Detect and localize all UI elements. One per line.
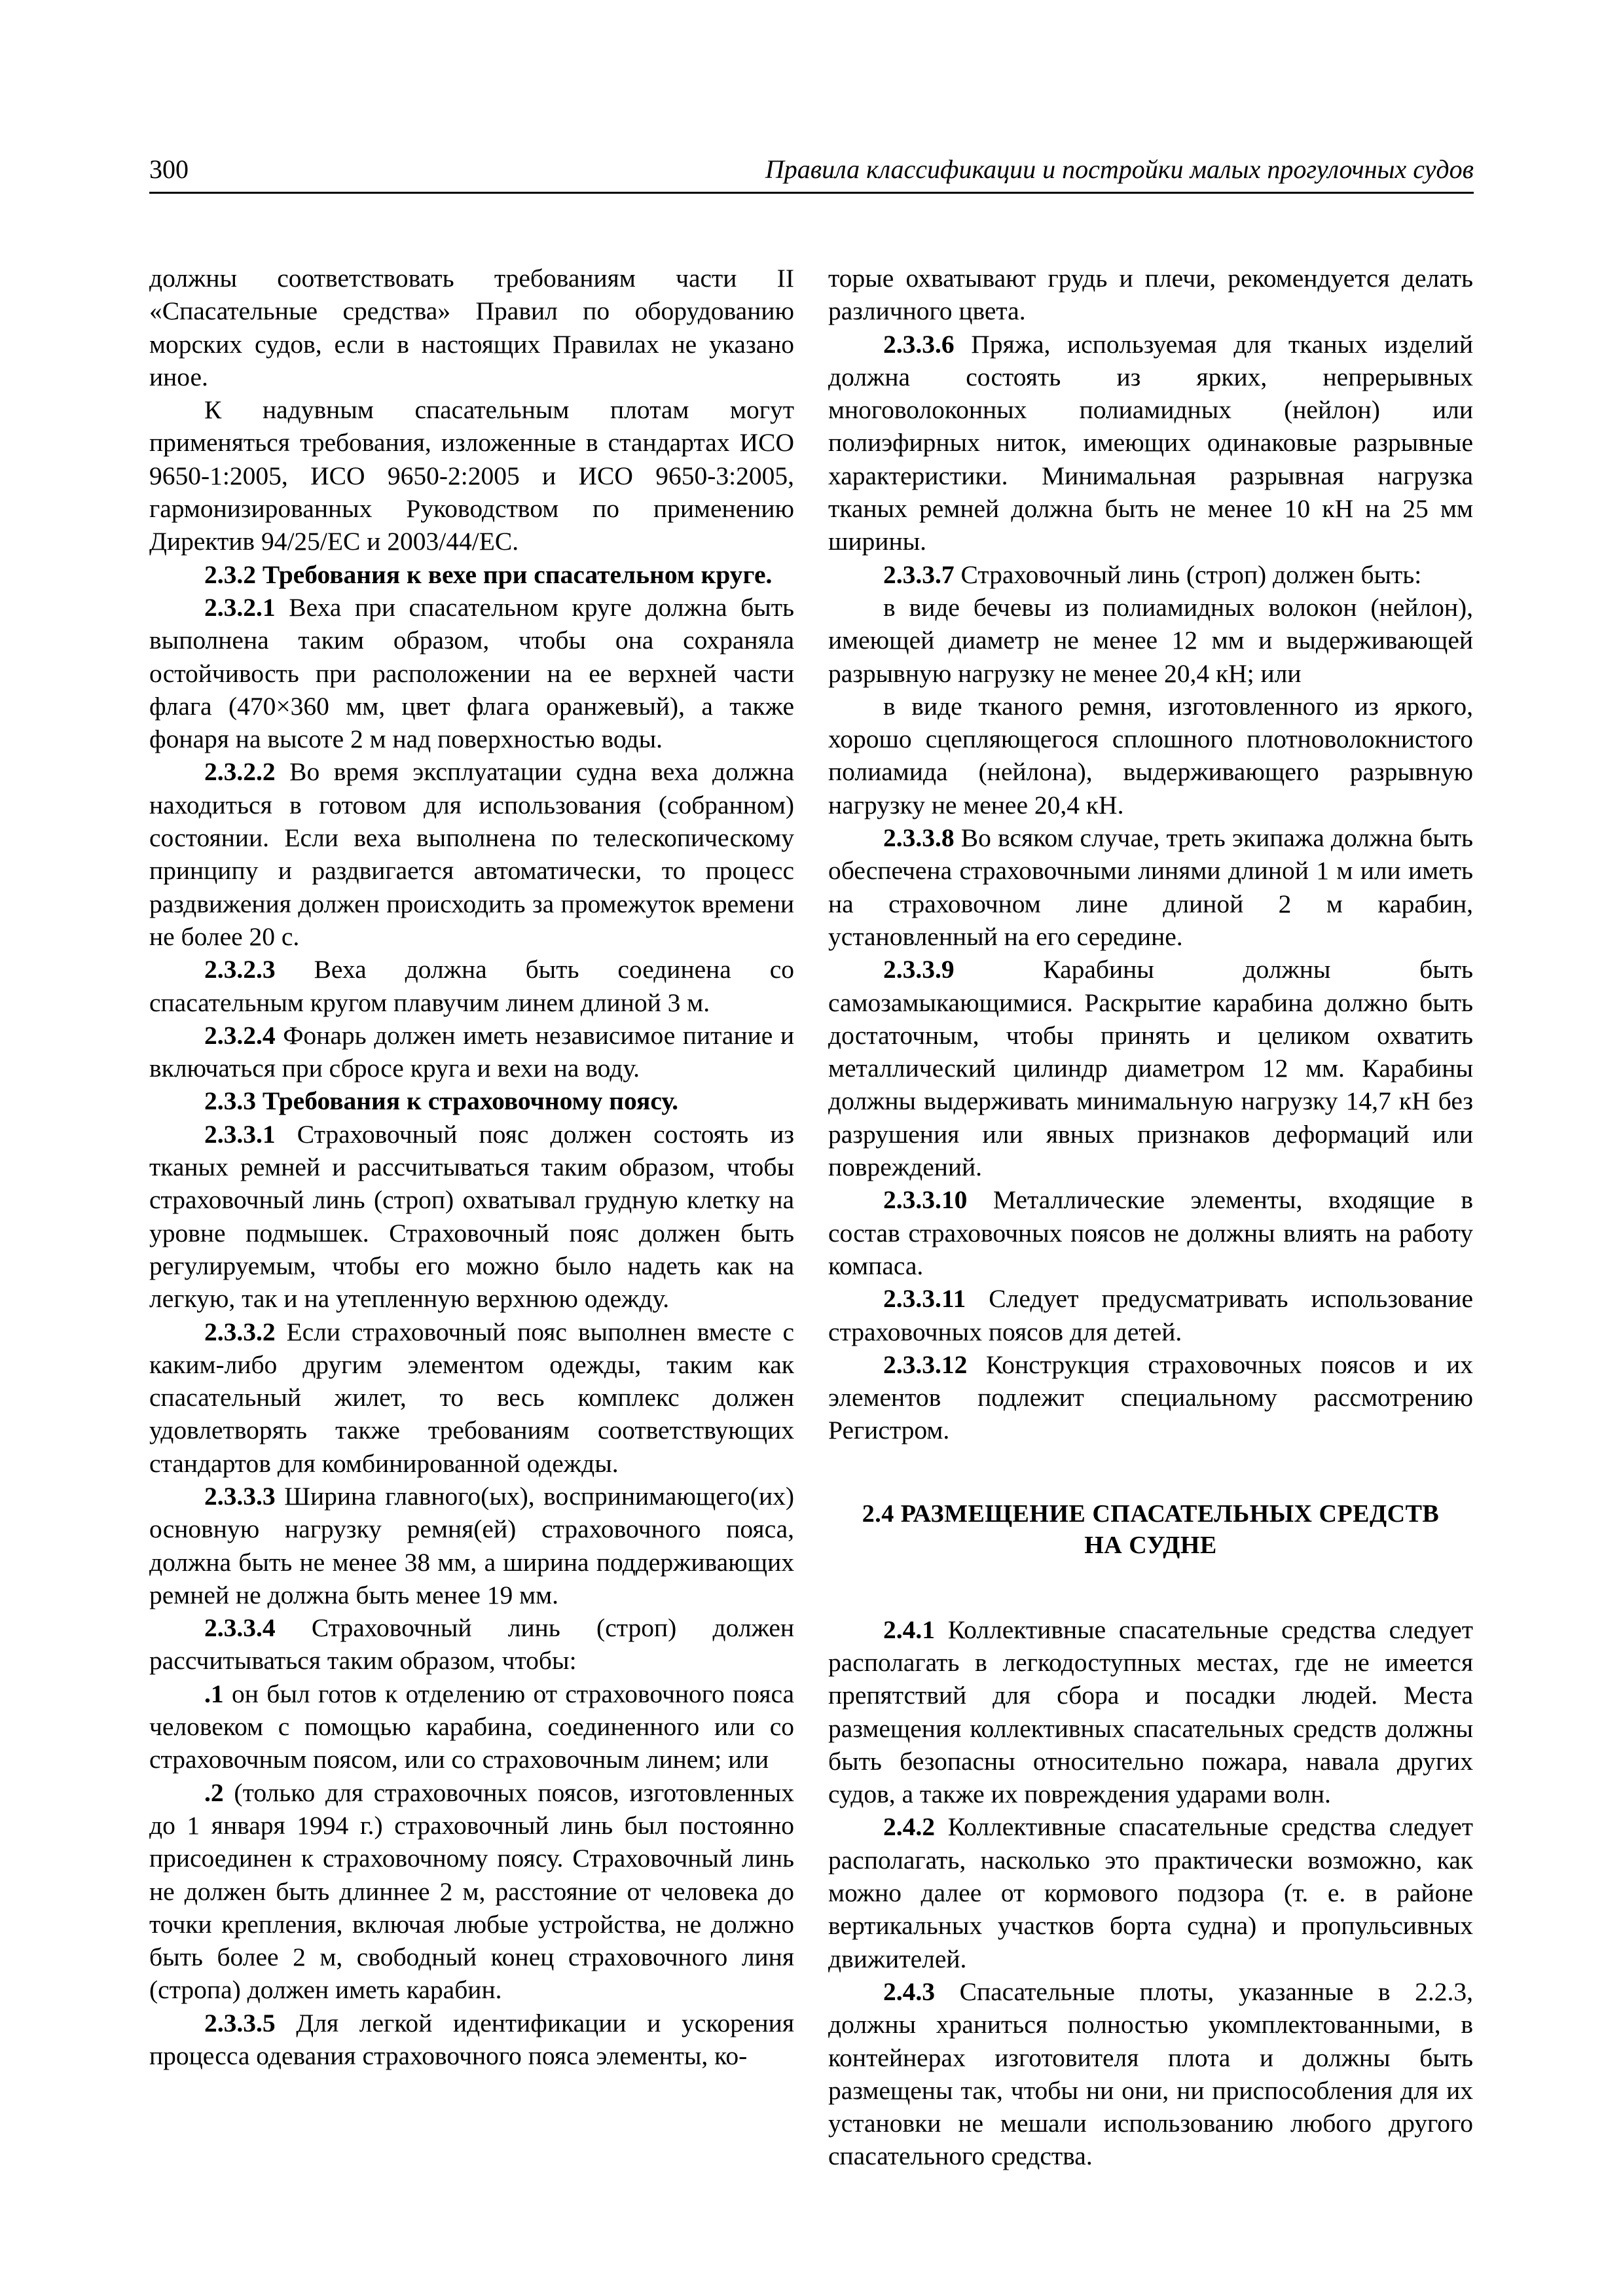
right-column [828,262,1473,2173]
paragraph-text: Страховочный линь (строп) должен быть: [960,560,1422,589]
clause-number: .2 [204,1778,224,1807]
paragraph-text: Следует предусматривать использование страховочных поясов для детей. [828,1284,1473,1346]
right-column-paragraphs [828,262,1473,1447]
paragraph-text: Металлические элементы, входящие в состав страховочных поясов не должны влиять на работу компаса. [828,1185,1473,1280]
clause-number: 2.3.3.10 [883,1185,968,1215]
clause-number: 2.3.3.7 [883,560,955,589]
clause-number: 2.3.2.2 [204,757,276,787]
paragraph [828,328,1473,558]
paragraph-text: Спасательные плоты, указанные в 2.2.3, должны храниться полностью укомплектованными, в контейнерах изготовителя плота и должны быть размещены так, чтобы ни они, ни приспособления для их установки не мешали использованию любого другого спасательного средства. [828,1977,1473,2171]
paragraph [149,1611,794,1677]
paragraph [149,1480,794,1611]
clause-number: 2.3.3.3 [204,1481,276,1511]
paragraph-text: Коллективные спасательные средства следует располагать в легкодоступных местах, где не имеется препятствий для сбора и посадки людей. Места размещения коллективных спасательных средств должны быть безопасны относительно пожара, навала других судов, а также их повреждения ударами волн. [828,1615,1474,1809]
clause-number: 2.3.3.5 [204,2008,276,2037]
clause-number: 2.4.2 [883,1812,935,1842]
paragraph-text: Для легкой идентификации и ускорения процесса одевания страховочного пояса элементы, ко- [149,2008,794,2071]
section-heading [828,1498,1473,1561]
paragraph-text: Пряжа, используемая для тканых изделий должна состоять из ярких, непрерывных многоволоконных полиамидных (нейлон) или полиэфирных ниток, имеющих одинаковые разрывные характеристики. Минимальная разрывная нагрузка тканых ремней должна быть не менее 10 кН на 25 мм ширины. [828,329,1474,556]
clause-number: 2.3.3.1 [204,1119,276,1149]
paragraph [828,262,1473,328]
paragraph [149,1677,794,1776]
paragraph [828,690,1473,821]
clause-number: 2.3.3.12 [883,1350,968,1379]
paragraph [828,1810,1473,1975]
paragraph-text: Ширина главного(ых), воспринимающего(их) основную нагрузку ремня(ей) страховочного пояса, должна быть не менее 38 мм, а ширина поддерживающих ремней не должна быть менее 19 мм. [149,1481,795,1609]
paragraph [149,393,794,558]
clause-number: 2.3.3.6 [883,329,955,359]
clause-number: 2.3.3.11 [883,1284,966,1314]
section-2-4-paragraphs [828,1613,1473,2173]
clause-number: 2.3.3.4 [204,1613,276,1643]
paragraph-text: он был готов к отделению от страховочного пояса человеком с помощью карабина, соединенного или со страховочным поясом, или со страховочным линем; или [149,1679,794,1774]
paragraph [149,2007,794,2073]
paragraph [149,1019,794,1085]
paragraph-text: торые охватывают грудь и плечи, рекомендуется делать различного цвета. [828,264,1473,326]
paragraph [149,262,794,393]
running-title: Правила классификации и постройки малых прогулочных судов [765,154,1474,184]
clause-number: 2.4.3 [883,1977,935,2006]
left-column [149,262,794,2072]
clause-number: 2.3.2.3 [204,955,276,984]
paragraph-text: Веха должна быть соединена со спасательным кругом плавучим линем длиной 3 м. [149,955,795,1017]
paragraph [828,558,1473,591]
subsection-heading: 2.3.2 Требования к вехе при спасательном круге. [204,560,773,589]
paragraph [828,953,1473,1183]
paragraph [828,821,1473,953]
paragraph [149,1118,794,1316]
section-heading-line-1: 2.4 РАЗМЕЩЕНИЕ СПАСАТЕЛЬНЫХ СРЕДСТВ [862,1499,1440,1528]
clause-number: 2.3.3.9 [883,955,955,984]
paragraph [828,591,1473,690]
paragraph-text: Во всяком случае, треть экипажа должна быть обеспечена страховочными линями длиной 1 м или иметь на страховочном лине длиной 2 м карабин, установленный на его середине. [828,823,1473,951]
running-header [149,153,1474,194]
section-heading-line-2: НА СУДНЕ [1084,1531,1217,1559]
paragraph [828,1613,1473,1811]
paragraph [828,1348,1473,1447]
clause-number: 2.4.1 [883,1615,935,1644]
clause-number: 2.3.3.2 [204,1317,276,1346]
paragraph [828,1975,1473,2173]
page-number: 300 [149,154,189,184]
paragraph-text: в виде бечевы из полиамидных волокон (нейлон), имеющей диаметр не менее 12 мм и выдерживающей разрывную нагрузку не менее 20,4 кН; или [828,592,1473,688]
clause-number: .1 [204,1679,224,1708]
paragraph-text: Фонарь должен иметь независимое питание и включаться при сбросе круга и вехи на воду. [149,1020,794,1083]
paragraph-text: Веха при спасательном круге должна быть выполнена таким образом, чтобы она сохраняла остойчивость при расположении на ее верхней части флага (470×360 мм, цвет флага оранжевый), а также фонаря на высоте 2 м над поверхностью воды. [149,592,794,754]
paragraph-text: Коллективные спасательные средства следует располагать, насколько это практически возможно, как можно далее от кормового подзора (т. е. в районе вертикальных участков борта судна) и пропульсивных движителей. [828,1812,1474,1973]
paragraph [149,755,794,953]
paragraph-text: Конструкция страховочных поясов и их элементов подлежит специальному рассмотрению Регистром. [828,1350,1473,1445]
paragraph [149,1316,794,1480]
paragraph [149,1776,794,2007]
paragraph-text: должны соответствовать требованиям части II «Спасательные средства» Правил по оборудованию морских судов, если в настоящих Правилах не указано иное. [149,264,794,391]
paragraph [828,1183,1473,1282]
paragraph-text: в виде тканого ремня, изготовленного из яркого, хорошо сцепляющегося сплошного плотноволокнистого полиамида (нейлона), выдерживающего разрывную нагрузку не менее 20,4 кН. [828,691,1473,819]
paragraph-text: Во время эксплуатации судна веха должна находиться в готовом для использования (собранном) состоянии. Если веха выполнена по телескопическому принципу и раздвигается автоматически, то процесс раздвижения должен происходить за промежуток времени не более 20 с. [149,757,794,951]
clause-number: 2.3.2.4 [204,1020,276,1050]
paragraph [149,591,794,755]
subsection-heading: 2.3.3 Требования к страховочному поясу. [204,1086,678,1116]
paragraph-text: Страховочный пояс должен состоять из тканых ремней и рассчитываться таким образом, чтобы страховочный линь (строп) охватывал грудную клетку на уровне подмышек. Страховочный пояс должен быть регулируемым, чтобы его можно было надеть как на легкую, так и на утепленную верхнюю одежду. [149,1119,794,1314]
paragraph-text: К надувным спасательным плотам могут применяться требования, изложенные в стандартах ИСО 9650-1:2005, ИСО 9650-2:2005 и ИСО 9650-3:2005, гармонизированных Руководством по применению Директив 94/25/ЕС и 2003/44/ЕС. [149,395,794,556]
paragraph [149,953,794,1019]
paragraph-text: Страховочный линь (строп) должен рассчитываться таким образом, чтобы: [149,1613,795,1676]
paragraph-text: Если страховочный пояс выполнен вместе с каким-либо другим элементом одежды, таким как спасательный жилет, то весь комплекс должен удовлетворять также требованиям соответствующих стандартов для комбинированной одежды. [149,1317,794,1478]
paragraph-text: Карабины должны быть самозамыкающимися. Раскрытие карабина должно быть достаточным, чтобы принять и целиком охватить металлический цилиндр диаметром 12 мм. Карабины должны выдерживать минимальную нагрузку 14,7 кН без разрушения или явных признаков деформаций или повреждений. [828,955,1473,1182]
clause-number: 2.3.2.1 [204,592,276,622]
paragraph-text: (только для страховочных поясов, изготовленных до 1 января 1994 г.) страховочный линь был постоянно присоединен к страховочному поясу. Страховочный линь не должен быть длиннее 2 м, расстояние от человека до точки крепления, включая любые устройства, не должно быть более 2 м, свободный конец страховочного линя (стропа) должен иметь карабин. [149,1778,795,2005]
clause-number: 2.3.3.8 [883,823,955,853]
paragraph [828,1282,1473,1348]
